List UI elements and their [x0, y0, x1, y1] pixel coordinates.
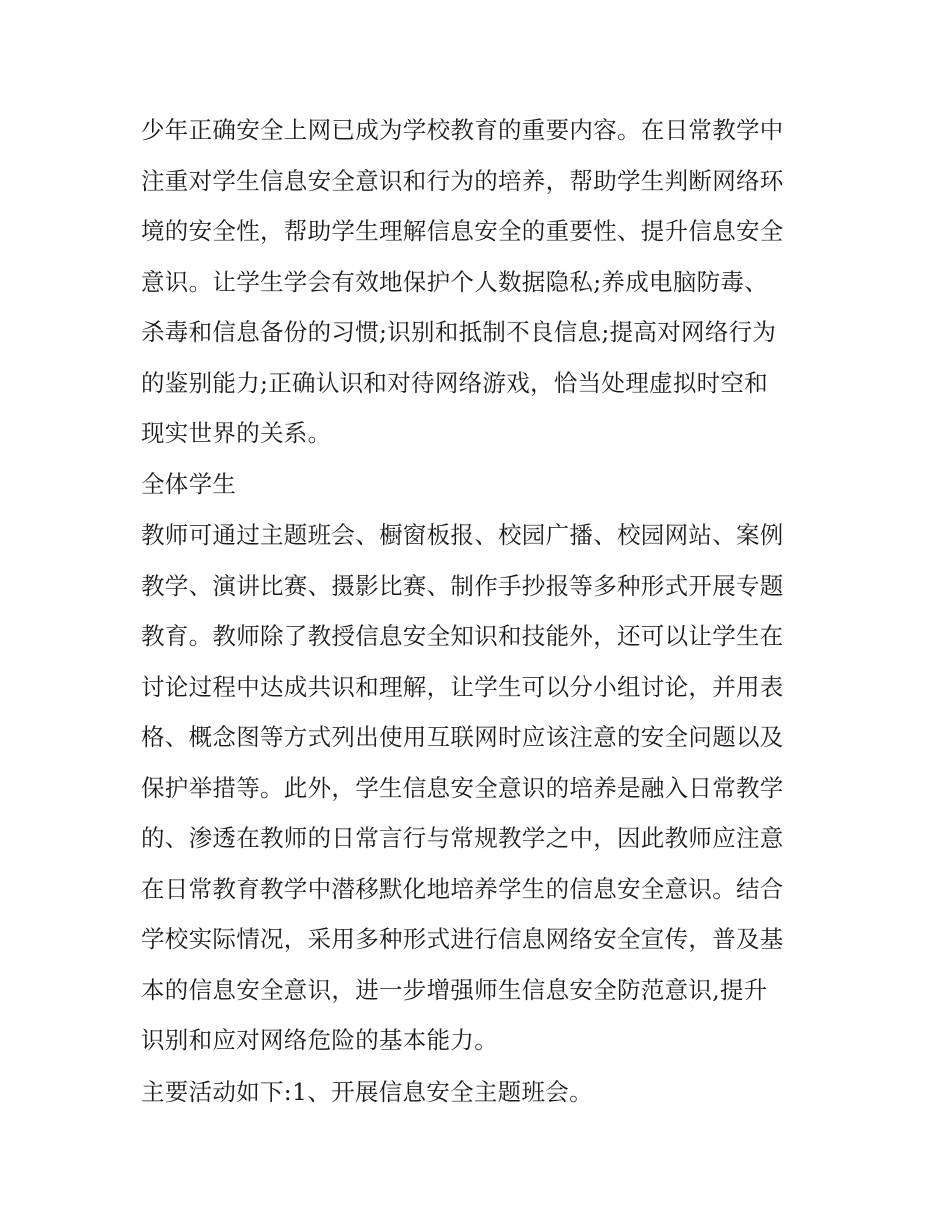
text-line: 学校实际情况，采用多种形式进行信息网络安全宣传，普及基 — [141, 925, 784, 953]
text-line: 的鉴别能力;正确认识和对待网络游戏，恰当处理虚拟时空和 — [141, 368, 769, 397]
text-line: 境的安全性，帮助学生理解信息安全的重要性、提升信息安全 — [141, 217, 784, 245]
text-line: 的、渗透在教师的日常言行与常规教学之中，因此教师应注意 — [141, 824, 784, 852]
paragraph-methods — [141, 510, 821, 1066]
text-line: 注重对学生信息安全意识和行为的培养，帮助学生判断网络环 — [141, 166, 784, 195]
paragraph-goals — [141, 105, 821, 459]
text-line: 教育。教师除了教授信息安全知识和技能外，还可以让学生在 — [141, 622, 784, 650]
text-line: 保护举措等。此外，学生信息安全意识的培养是融入日常教学 — [141, 773, 784, 802]
text-line: 少年正确安全上网已成为学校教育的重要内容。在日常教学中 — [141, 116, 784, 144]
text-line: 讨论过程中达成共识和理解，让学生可以分小组讨论，并用表 — [141, 672, 784, 701]
text-line: 主要活动如下:1、开展信息安全主题班会。 — [141, 1078, 593, 1106]
text-line: 教学、演讲比赛、摄影比赛、制作手抄报等多种形式开展专题 — [141, 571, 784, 600]
text-line: 在日常教育教学中潜移默化地培养学生的信息安全意识。结合 — [141, 874, 784, 903]
text-line: 格、概念图等方式列出使用互联网时应该注意的安全问题以及 — [141, 723, 784, 751]
text-line: 识别和应对网络危险的基本能力。 — [141, 1026, 498, 1054]
text-line: 现实世界的关系。 — [141, 419, 332, 447]
paragraph-audience — [141, 459, 821, 510]
paragraph-activities — [141, 1067, 821, 1118]
text-line: 教师可通过主题班会、橱窗板报、校园广播、校园网站、案例 — [141, 521, 784, 549]
text-line: 本的信息安全意识，进一步增强师生信息安全防范意识,提升 — [141, 975, 768, 1004]
text-line: 全体学生 — [141, 470, 237, 498]
text-line: 意识。让学生学会有效地保护个人数据隐私;养成电脑防毒、 — [141, 267, 769, 296]
text-line: 杀毒和信息备份的习惯;识别和抵制不良信息;提高对网络行为 — [141, 318, 777, 346]
